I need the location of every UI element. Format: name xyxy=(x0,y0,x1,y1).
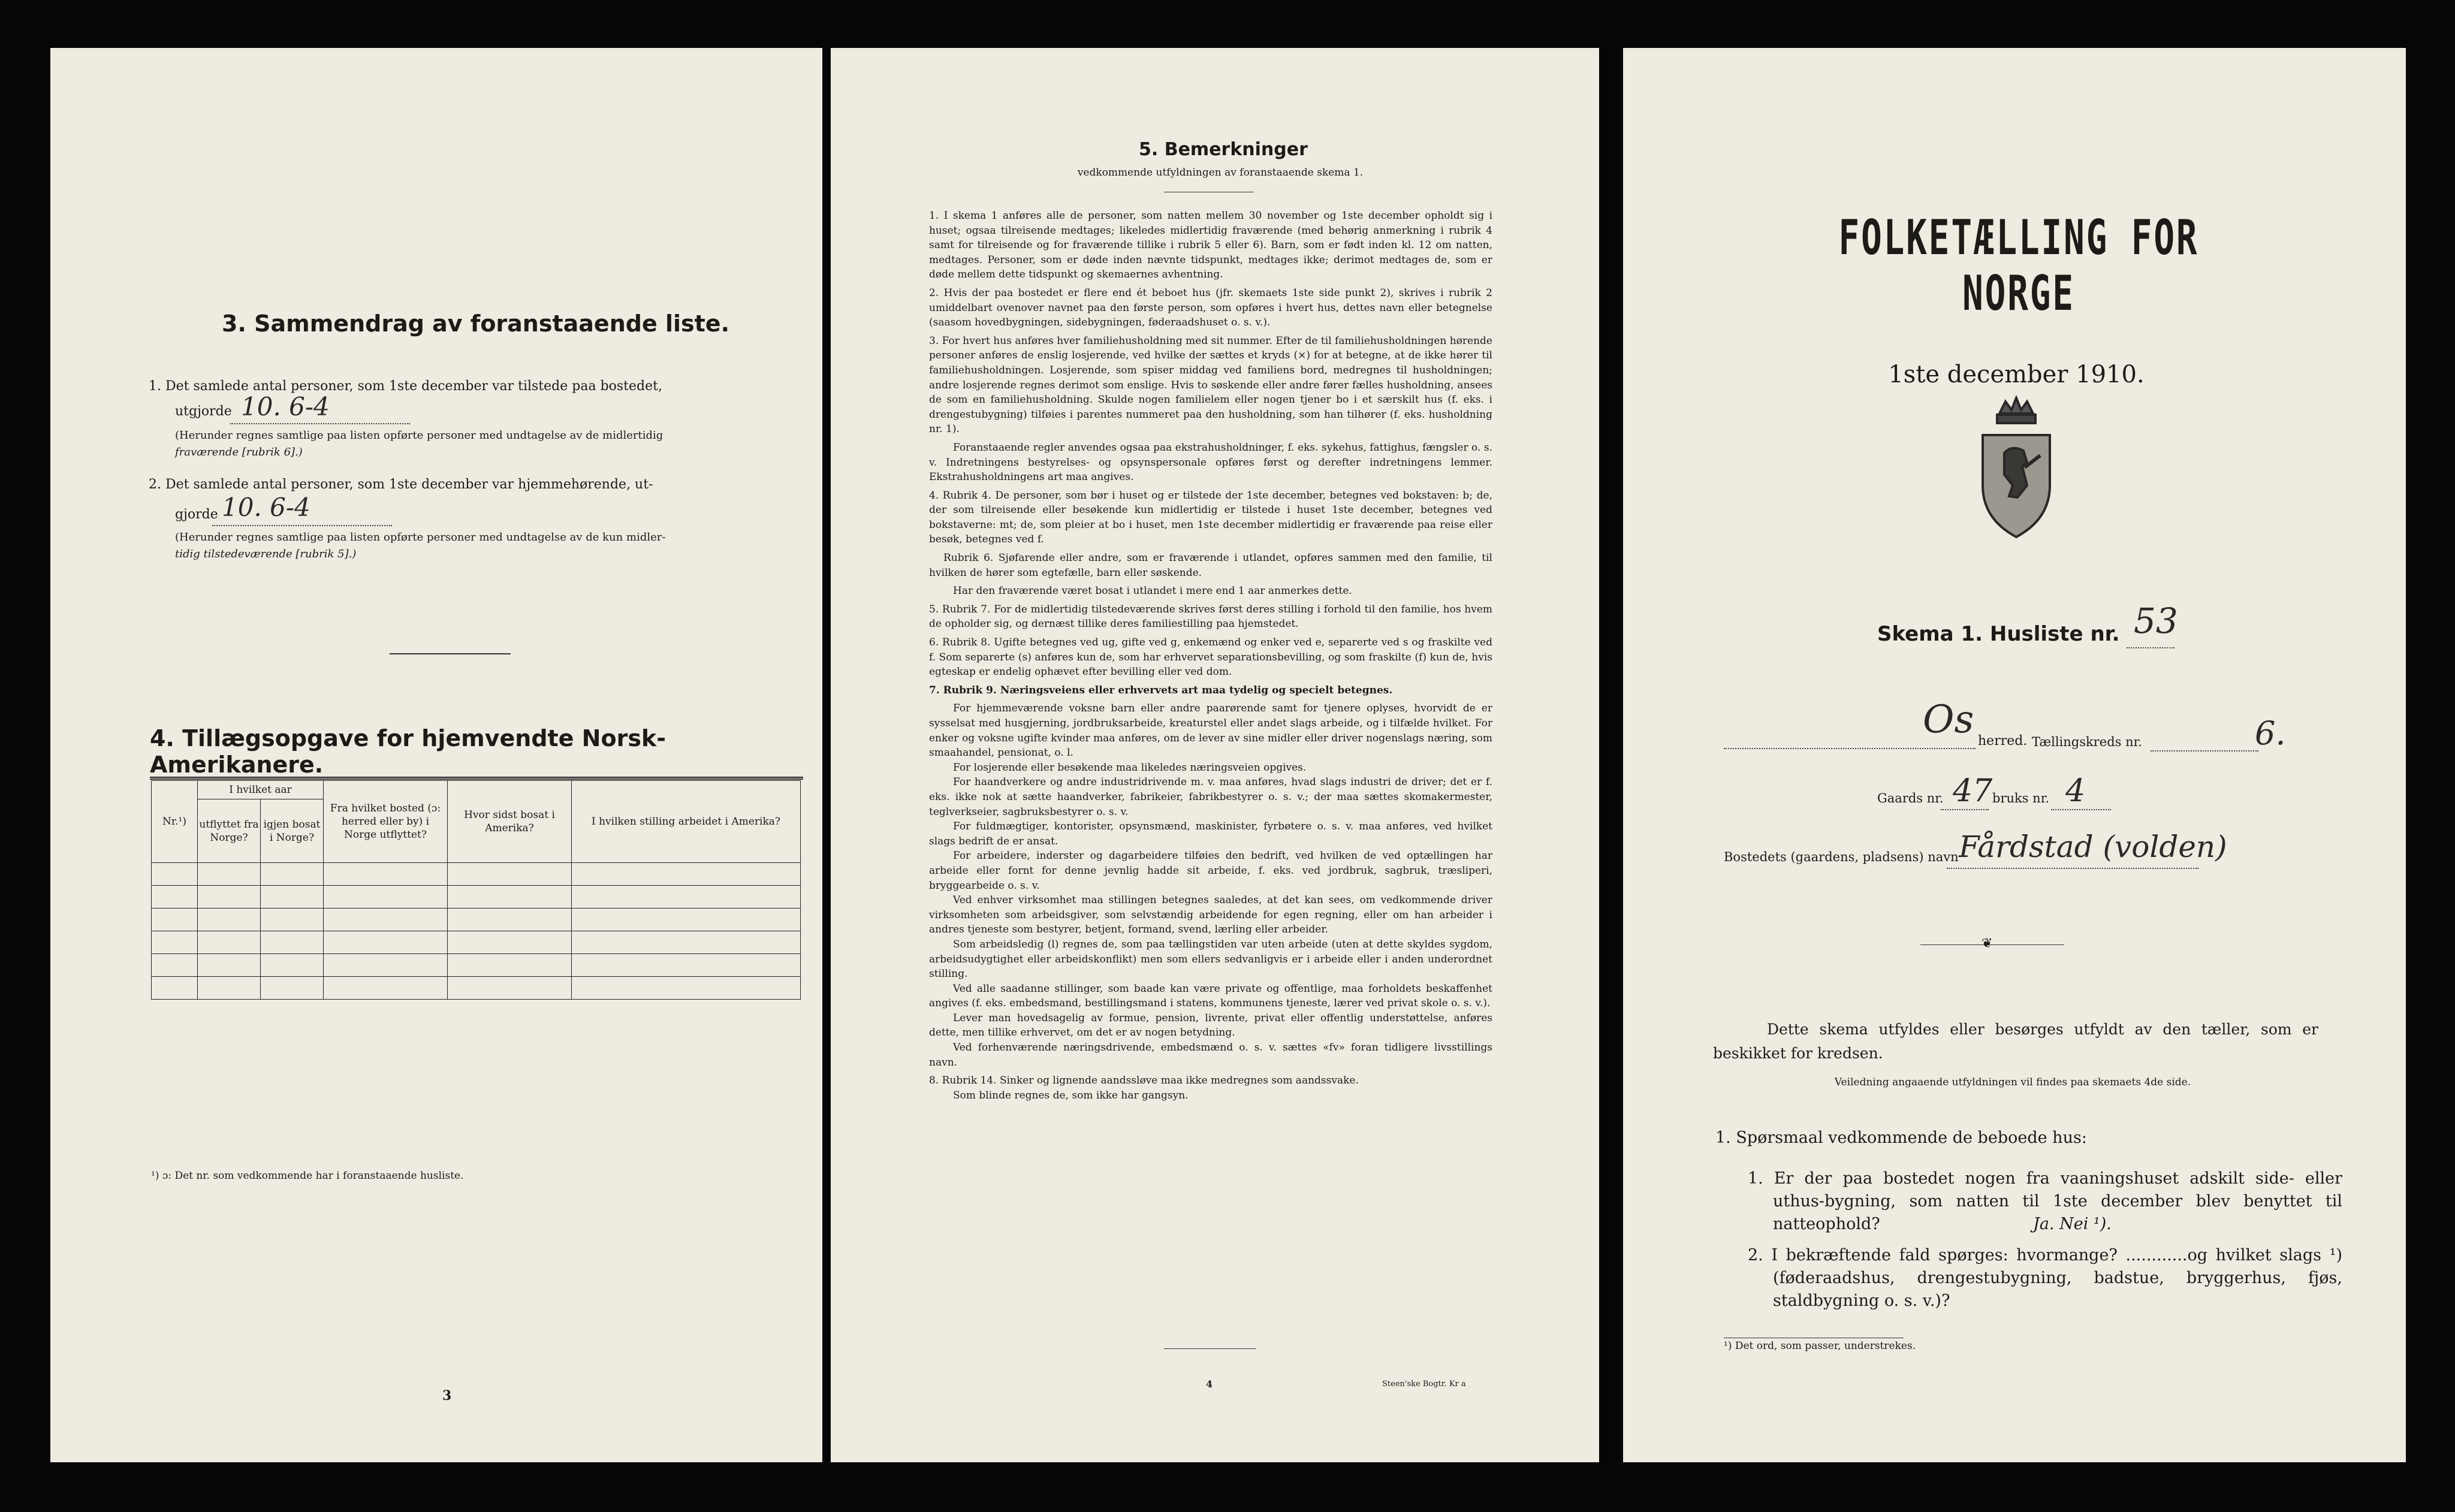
ornament-icon: ❦ xyxy=(1982,936,1993,951)
norsk-amerikanere-table xyxy=(151,780,801,1000)
remark-paragraph: 8. Rubrik 14. Sinker og lignende aandssløve maa ikke medregnes som aandssvake. xyxy=(929,1075,1359,1087)
remark-paragraph: 1. I skema 1 anføres alle de personer, som natten mellem 30 november og 1ste december opholdt sig i huset; ogsaa tilreisende medtages; likeledes midlertidig fraværende (med behørig anmerkning i rubrik 4 samt for tilreisende og for fraværende tillike i rubrik 5 eller 6). Barn, som er født inden kl. 12 om natten, medtages. Personer, som er døde inden nævnte tidspunkt, medtages ikke; derimot medtages de, som er døde mellem dette tidspunkt og skemaernes avhentning. xyxy=(929,210,1492,281)
remark-paragraph: 6. Rubrik 8. Ugifte betegnes ved ug, gifte ved g, enkemænd og enker ved e, separerte ved s og fraskilte ved f. Som separerte (s) anføres kun de, som har erhvervet separationsbevilling, og som fraskilte (f) kun de, hvis egteskap er endelig ophævet efter bevilling eller ved dom. xyxy=(929,636,1492,678)
remark-paragraph: Har den fraværende været bosat i utlandet i mere end 1 aar anmerkes dette. xyxy=(953,585,1352,597)
page-number: 3 xyxy=(442,1388,452,1404)
skema-label: Skema 1. Husliste nr. xyxy=(1877,622,2120,646)
remark-paragraph: For hjemmeværende voksne barn eller andre paarørende samt for tjenere oplyses, hvorvidt de er sysselsat med husgjerning, jordbruksarbeide, kreaturstel eller andet slags arbeide, og i tilfælde hvilket. For enker og voksne ugifte kvinder maa anføres, om de lever av sine midler eller driver nogenslags næring, som smaahandel, pensionat, o. l. xyxy=(929,702,1492,759)
item-1-label: utgjorde xyxy=(175,404,232,419)
item-2-note-a: (Herunder regnes samtlige paa listen opførte personer med undtagelse av de kun midler- xyxy=(175,531,666,544)
item-1-text: 1. Det samlede antal personer, som 1ste december var tilstede paa bostedet, xyxy=(149,379,662,394)
remark-paragraph: For haandverkere og andre industridrivende m. v. maa anføres, hvad slags industri de driver; det er f. eks. ikke nok at sætte haandverker, fabrikeier, fabrikbestyrer o. s. v.; der maa sættes skomakermester, teglverkseier, sagbruksbestyrer o. s. v. xyxy=(929,776,1492,818)
herred-value: Os xyxy=(1923,698,1974,742)
remark-paragraph: Som arbeidsledig (l) regnes de, som paa tællingstiden var uten arbeide (uten at dette skyldes sygdom, arbeidsudygtighet eller arbeidskonflikt) men som ellers sedvanligvis er i arbeide eller i anden underordnet stilling. xyxy=(929,938,1492,980)
question-1-2: 2. I bekræftende fald spørges: hvormange? ............og hvilket slags ¹) (føderaadshus, drengestubygning, badstue, bryggerhus, fjøs, staldbygning o. s. v.)? xyxy=(1748,1246,2342,1310)
page-number: 4 xyxy=(1206,1378,1213,1390)
remarks-list xyxy=(929,209,1492,1106)
remark-paragraph: 5. Rubrik 7. For de midlertidig tilstedeværende skrives først deres stilling i forhold til den familie, hos hvem de opholder sig, og dernæst tillike deres familiestilling paa hjemstedet. xyxy=(929,603,1492,630)
table-row xyxy=(152,863,801,886)
left-page xyxy=(50,48,822,1462)
census-title: FOLKETÆLLING FOR NORGE xyxy=(1838,210,2199,321)
kreds-label: Tællingskreds nr. xyxy=(2032,735,2143,749)
remarks-title: 5. Bemerkninger xyxy=(1139,139,1308,160)
remark-paragraph: Rubrik 6. Sjøfarende eller andre, som er fraværende i utlandet, opføres sammen med den familie, til hvilken de hører som egtefælle, barn eller søskende. xyxy=(929,552,1492,579)
question-1-title: 1. Spørsmaal vedkommende de beboede hus: xyxy=(1715,1128,2087,1147)
col-bosted-header: Fra hvilket bosted (ɔ: herred eller by) i Norge utflyttet? xyxy=(324,781,448,863)
herred-label: herred. xyxy=(1978,734,2028,749)
census-date: 1ste december 1910. xyxy=(1888,361,2145,388)
coat-of-arms-icon xyxy=(1970,396,2063,539)
col-utflyttet-header: utflyttet fra Norge? xyxy=(198,799,261,863)
right-page xyxy=(1623,48,2406,1462)
col-group-header: I hvilket aar xyxy=(198,781,324,799)
section-4-title: 4. Tillægsopgave for hjemvendte Norsk-Amerikanere. xyxy=(150,725,666,778)
item-2-value: 10. 6-4 xyxy=(222,493,310,522)
husliste-number: 53 xyxy=(2134,600,2178,641)
item-2-text: 2. Det samlede antal personer, som 1ste december var hjemmehørende, ut- xyxy=(149,477,653,492)
section-3-title: 3. Sammendrag av foranstaaende liste. xyxy=(222,310,730,337)
remark-paragraph: Ved alle saadanne stillinger, som baade kan være private og offentlige, maa forholdets beskaffenhet angives (f. eks. embedsmand, bestillingsmand i statens, kommunens tjeneste, lærer ved privat skole o. s. v.). xyxy=(929,982,1492,1010)
remark-paragraph: Ved forhenværende næringsdrivende, embedsmænd o. s. v. sættes «fv» foran tidligere livsstillings navn. xyxy=(929,1042,1492,1069)
middle-page xyxy=(831,48,1599,1462)
question-1-1: 1. Er der paa bostedet nogen fra vaaningshuset adskilt side- eller uthus-bygning, som natten til 1ste december blev benyttet til natteophold? xyxy=(1748,1169,2342,1233)
bosted-label: Bostedets (gaardens, pladsens) navn xyxy=(1724,850,1959,864)
col-stilling-header: I hvilken stilling arbeidet i Amerika? xyxy=(572,781,801,863)
remark-paragraph: Ved enhver virksomhet maa stillingen betegnes saaledes, at det kan sees, om vedkommende driver virksomheten som arbeidsgiver, som selvstændig arbeidende for egen regning, eller om han arbeider i andres tjeneste som bestyrer, betjent, formand, svend, lærling eller arbeider. xyxy=(929,894,1492,936)
printer-imprint: Steen'ske Bogtr. Kr a xyxy=(1382,1380,1466,1389)
col-nr-header: Nr.¹) xyxy=(152,781,198,863)
table-footnote: ¹) ɔ: Det nr. som vedkommende har i foranstaaende husliste. xyxy=(151,1170,464,1182)
bosted-value: Fårdstad (volden) xyxy=(1959,829,2227,864)
remark-paragraph: For losjerende eller besøkende maa likeledes næringsveien opgives. xyxy=(953,761,1307,774)
intro-text: Dette skema utfyldes eller besørges utfyldt av den tæller, som er beskikket for kredsen. xyxy=(1713,1021,2318,1062)
item-2-note-b: tidig tilstedeværende [rubrik 5].) xyxy=(175,548,357,560)
col-bosat-header: igjen bosat i Norge? xyxy=(261,799,324,863)
item-1-note-a: (Herunder regnes samtlige paa listen opførte personer med undtagelse av de midlertidig xyxy=(175,429,663,442)
remark-paragraph: Som blinde regnes de, som ikke har gangsyn. xyxy=(953,1089,1189,1101)
divider xyxy=(390,653,511,654)
remark-paragraph: For fuldmægtiger, kontorister, opsynsmænd, maskinister, fyrbøtere o. s. v. maa anføres, ved hvilket slags bedrift de er ansat. xyxy=(929,820,1492,847)
remarks-subtitle: vedkommende utfyldningen av foranstaaende skema 1. xyxy=(1077,167,1364,179)
col-amerika-header: Hvor sidst bosat i Amerika? xyxy=(448,781,572,863)
gaards-label: Gaards nr. xyxy=(1877,791,1944,805)
remark-paragraph: For arbeidere, inderster og dagarbeidere tilføies den bedrift, ved hvilken de ved optællingen har arbeide eller fornt for denne jevnlig hadde sit arbeide, f. eks. ved jordbruk, sagbruk, træsliperi, bryggearbeide o. s. v. xyxy=(929,850,1492,892)
bruks-label: bruks nr. xyxy=(1992,791,2050,805)
remark-paragraph: 7. Rubrik 9. Næringsveiens eller erhvervets art maa tydelig og specielt betegnes. xyxy=(929,684,1393,696)
item-1-note-b: fraværende [rubrik 6].) xyxy=(175,446,303,458)
remark-paragraph: 4. Rubrik 4. De personer, som bør i huset og er tilstede der 1ste december, betegnes ved bokstaven: b; de, der som tilreisende eller besøkende kun midlertidig er tilstede i huset 1ste december, betegnes ved bokstaverne: mt; de, som pleier at bo i huset, men 1ste december midlertidig er fraværende paa reise eller besøk, betegnes ved f. xyxy=(929,489,1492,546)
table-row xyxy=(152,977,801,1000)
remark-paragraph: Foranstaaende regler anvendes ogsaa paa ekstrahusholdninger, f. eks. sykehus, fattighus, fængsler o. s. v. Indretningens bestyrelses- og opsynspersonale opføres først og derefter indretningens lemmer. Ekstrahusholdningens art maa angives. xyxy=(929,441,1492,484)
veiledning-text: Veiledning angaaende utfyldningen vil findes paa skemaets 4de side. xyxy=(1834,1076,2191,1088)
remark-paragraph: 3. For hvert hus anføres hver familiehusholdning med sit nummer. Efter de til familiehusholdningen hørende personer anføres de enslig losjerende, ved hvilke der sættes et kryds (×) for at betegne, at de ikke hører til familiehusholdningen. Losjerende, som spiser middag ved familiens bord, medregnes til husholdningen; andre losjerende regnes derimot som enslige. Hvis to søskende eller andre fører fælles husholdning, ansees de som en familiehusholdning. Skulde nogen familielem eller nogen tjener bo i et særskilt hus (f. eks. i drengestubygning) tilføies i parentes nummeret paa den husholdning, som han tilhører (f. eks. husholdning nr. 1). xyxy=(929,334,1492,436)
table-row xyxy=(152,886,801,909)
table-row xyxy=(152,931,801,954)
gaards-value: 47 xyxy=(1953,773,1993,809)
question-1-1-answer: Ja. Nei ¹). xyxy=(2033,1215,2112,1233)
item-1-value: 10. 6-4 xyxy=(241,392,330,421)
table-row xyxy=(152,909,801,931)
right-footnote: ¹) Det ord, som passer, understrekes. xyxy=(1724,1340,1916,1352)
remark-paragraph: Lever man hovedsagelig av formue, pension, livrente, privat eller offentlig understøttelse, anføres dette, men tillike erhvervet, om det er av nogen betydning. xyxy=(929,1012,1492,1039)
table-row xyxy=(152,954,801,977)
item-2-label: gjorde xyxy=(175,507,218,522)
bruks-value: 4 xyxy=(2065,773,2086,809)
kreds-value: 6. xyxy=(2255,714,2286,752)
remark-paragraph: 2. Hvis der paa bostedet er flere end ét beboet hus (jfr. skemaets 1ste side punkt 2), skrives i rubrik 2 umiddelbart ovenover navnet paa den første person, som opføres i hvert hus, dettes navn eller betegnelse (saasom hovedbygningen, sidebygningen, føderaadshuset o. s. v.). xyxy=(929,286,1492,329)
